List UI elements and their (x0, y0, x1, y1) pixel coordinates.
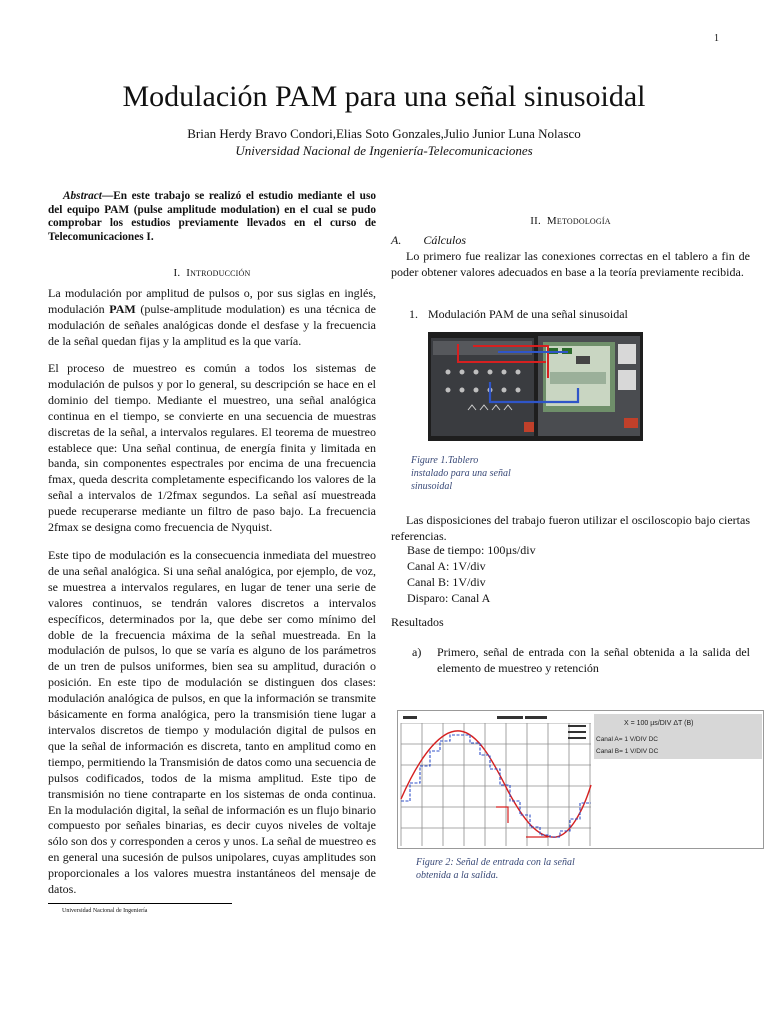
section-title: Introducción (186, 267, 251, 279)
setting-channel-a: Canal A: 1V/div (407, 558, 486, 573)
subsection-title: Cálculos (423, 233, 467, 247)
scope-readout-x: X = 100 µs/DIV ΔT (B) (624, 720, 694, 727)
paper-title: Modulación PAM para una señal sinusoidal (122, 80, 646, 113)
section-heading-metodologia (391, 214, 750, 230)
intro-p3-text: Este tipo de modulación es la consecuencia inmediata del muestreo de una señal analógica. Si una señal analógica, por ejemplo, de voz, se muestrea a intervalos regulares, en lugar de tener una serie de valores continuos, se tendrán valores discretos a intervalos específicos, determinados por la, que debe ser como mínimo del doble de la frecuencia máxima de la señal muestreada. En la modulación de pulsos, lo que se varía es alguno de los parámetros de un tren de pulsos uniformes, bien sea su amplitud, duración o posición. En este tipo de modulación se distinguen dos clases: modulación analógica de pulsos, en que la información se transmite básicamente en forma analógica, pero la transmisión tiene lugar a intervalos discretos de tiempo y modulación digital de pulsos en que la señal de información es discreta, tanto en amplitud como en tiempo, permitiendo la Transmisión de datos como una secuencia de pulsos codificados, todos de la misma amplitud. Este tipo de transmisión no tiene contraparte en los sistemas de onda continua. En la modulación digital, la señal de información es un flujo binario compuesto por señales binarias, es decir cuyos niveles de voltaje sólo son dos y corresponden a ceros y unos. La señal de muestreo es en general una sucesión de pulsos unipolares, cuyas amplitudes son proporcionales a los valores muestra instantáneos del mensaje de datos. (48, 548, 376, 897)
method-p1-text: Lo primero fue realizar las conexiones correctas en el tablero a fin de poder obtener valores adecuados en base a la teoría previamente recibida. (391, 249, 750, 279)
oscilloscope-graphic (398, 711, 763, 848)
intro-paragraph-3 (48, 548, 376, 898)
list-number: 1. (409, 307, 418, 321)
section-numeral: II. (530, 215, 541, 227)
footnote-rule (48, 903, 232, 904)
figure-1-caption: Figure 1.Tablero instalado para una señal sinusoidal (411, 455, 511, 492)
abstract-dash: — (101, 190, 114, 202)
figure-2-caption: Figure 2: Señal de entrada con la señal obtenida a la salida. (416, 857, 575, 881)
abstract (48, 190, 376, 244)
scope-readout-canal-b: Canal B= 1 V/DIV DC (596, 748, 659, 755)
scope-readout-canal-a: Canal A= 1 V/DIV DC (596, 736, 658, 743)
section-heading-introduccion (48, 266, 376, 282)
subsection-heading-calculos (391, 233, 750, 249)
intro-p2-text: El proceso de muestreo es común a todos los sistemas de modulación de pulsos y por lo general, su descripción se hace en el dominio del tiempo. Mediante el muestreo, una señal analógica continua en el tiempo, se convierte en una secuencia de muestras discretas de la señal, a intervalos regulares. El teorema de muestreo establece que: Una señal continua, de energía finita y limitada en banda, sin componentes espectrales por encima de una frecuencia fmax, queda descrita completamente especificando los valores de la señal a intervalos de 1/2fmax segundos. La señal así muestreada puede recuperarse mediante un filtro de paso bajo. La frecuencia 2fmax se designa como frecuencia de Nyquist. (48, 361, 376, 535)
intro-p1-bold: PAM (109, 301, 136, 316)
figure-1-image (428, 332, 643, 441)
setting-channel-b: Canal B: 1V/div (407, 574, 486, 589)
page-number: 1 (714, 33, 719, 44)
setting-trigger: Disparo: Canal A (407, 590, 491, 605)
equipment-photo-graphic (428, 332, 643, 441)
author-list: Brian Herdy Bravo Condori,Elias Soto Gonzales,Julio Junior Luna Nolasco (187, 126, 581, 141)
list-text: Modulación PAM de una señal sinusoidal (428, 307, 628, 321)
list-item-1 (391, 307, 750, 323)
section-title: Metodología (546, 215, 611, 227)
subsection-letter: A. (391, 233, 402, 247)
method-paragraph-1 (391, 249, 750, 281)
intro-p1-text-a: La modulación por amplitud de pulsos o, por sus siglas en inglés, modulación (48, 286, 376, 316)
list-letter-a: a) (412, 645, 422, 659)
results-heading: Resultados (391, 615, 444, 629)
affiliation: Universidad Nacional de Ingeniería-Telecomunicaciones (235, 143, 533, 158)
scope-settings-list (407, 543, 707, 607)
section-numeral: I. (173, 267, 181, 279)
intro-paragraph-1 (48, 286, 376, 350)
abstract-label: Abstract (63, 190, 102, 202)
footnote: Universidad Nacional de Ingeniería (62, 908, 148, 914)
method-p2-text: Las disposiciones del trabajo fueron utilizar el osciloscopio bajo ciertas referencias. (391, 513, 750, 543)
abstract-text: En este trabajo se realizó el estudio mediante el uso del equipo PAM (pulse amplitude modulation) en el cual se pudo comprobar los estudios previamente llevados en el curso de Telecomunicaciones I. (48, 190, 376, 243)
intro-p1-text-b: (pulse-amplitude modulation) es una técnica de modulación de señales analógicas donde el desfase y la frecuencia de la señal quedan fijas y la amplitud es la que varía. (48, 301, 377, 348)
setting-time-base: Base de tiempo: 100µs/div (407, 543, 536, 557)
figure-2-oscilloscope (397, 710, 764, 849)
method-paragraph-2 (391, 513, 750, 545)
intro-paragraph-2 (48, 361, 376, 536)
list-item-a: Primero, señal de entrada con la señal obtenida a la salida del elemento de muestreo y retención (437, 645, 750, 675)
